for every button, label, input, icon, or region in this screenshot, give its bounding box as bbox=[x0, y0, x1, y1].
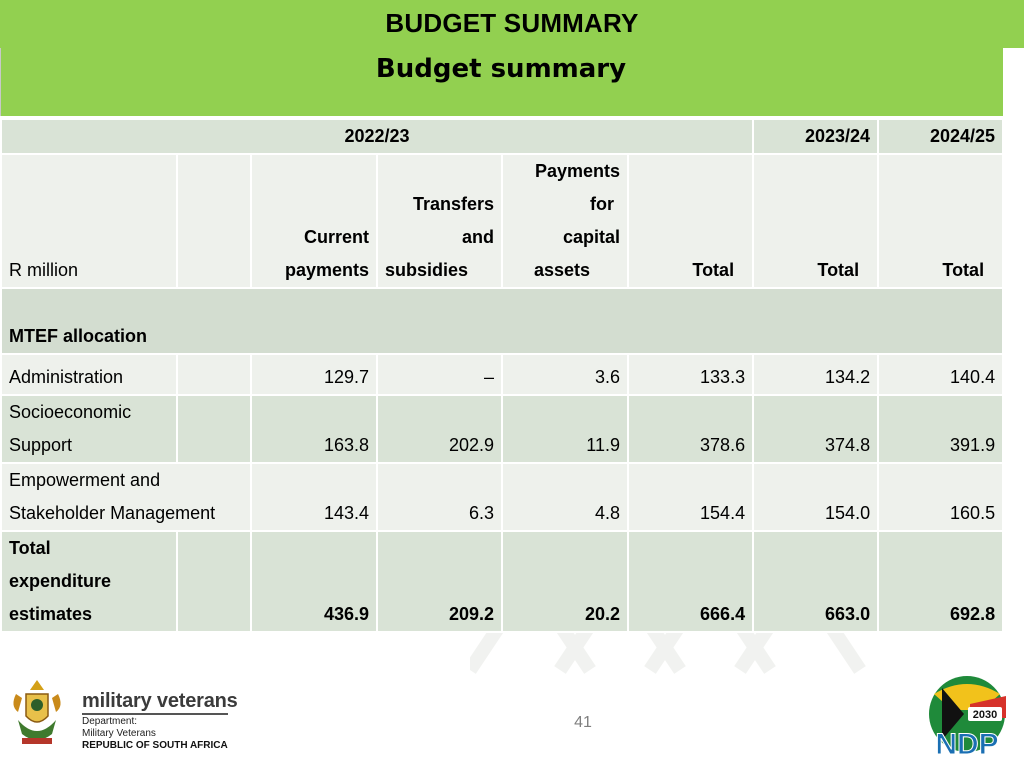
row-label bbox=[1, 531, 177, 632]
total-2024-25-value bbox=[878, 354, 1003, 395]
total-value bbox=[628, 354, 753, 395]
year-header-row bbox=[1, 119, 1003, 154]
current-value-text: 129.7 bbox=[323, 367, 369, 387]
row-label bbox=[1, 354, 177, 395]
unit-header: R million bbox=[1, 154, 177, 288]
budget-table bbox=[0, 118, 1004, 633]
transfers-header-line: Transfers bbox=[412, 194, 494, 214]
capital-value: 11.9 bbox=[502, 395, 628, 463]
blank-cell bbox=[177, 531, 251, 632]
transfers-value-text: – bbox=[483, 367, 494, 387]
capital-header-line: for bbox=[590, 194, 614, 214]
blank-header bbox=[177, 154, 251, 288]
total-header-2023-24: Total bbox=[753, 154, 878, 288]
total-2023-24-value: 374.8 bbox=[753, 395, 878, 463]
row-label-line: estimates bbox=[9, 604, 93, 624]
total-2024-25-value: 160.5 bbox=[878, 463, 1003, 531]
current-value bbox=[251, 354, 377, 395]
table-row bbox=[1, 395, 1003, 463]
total-2024-25-value: 692.8 bbox=[878, 531, 1003, 632]
row-label bbox=[1, 395, 177, 463]
department-line: Military Veterans bbox=[82, 728, 156, 739]
blank-cell bbox=[177, 395, 251, 463]
year-header-2024-25: 2024/25 bbox=[878, 119, 1003, 154]
capital-header-line: Payments bbox=[534, 161, 620, 181]
ndp-logo-icon bbox=[922, 674, 1012, 758]
slide-title: BUDGET SUMMARY bbox=[385, 8, 639, 38]
current-value: 436.9 bbox=[251, 531, 377, 632]
table-row bbox=[1, 354, 1003, 395]
total-2023-24-value: 154.0 bbox=[753, 463, 878, 531]
department-name bbox=[82, 716, 156, 740]
current-value: 143.4 bbox=[251, 463, 377, 531]
y2-value-text: 134.2 bbox=[825, 367, 871, 387]
blank-cell bbox=[177, 354, 251, 395]
total-header-2024-25: Total bbox=[878, 154, 1003, 288]
row-label-line: Total bbox=[9, 538, 51, 558]
total-value: 666.4 bbox=[628, 531, 753, 632]
ndp-label: NDP bbox=[935, 728, 999, 758]
capital-header-line: assets bbox=[533, 260, 590, 280]
current-header-line: payments bbox=[284, 260, 369, 280]
row-label-line: expenditure bbox=[9, 571, 112, 591]
coat-of-arms-icon bbox=[8, 676, 66, 750]
total-value-text: 133.3 bbox=[700, 367, 746, 387]
table-title: Budget summary bbox=[375, 54, 627, 84]
ndp-year: 2030 bbox=[972, 709, 998, 721]
capital-value: 20.2 bbox=[502, 531, 628, 632]
capital-value-text: 3.6 bbox=[594, 367, 620, 387]
row-label-line: Administration bbox=[9, 367, 124, 387]
section-row bbox=[1, 288, 1003, 354]
brand-divider bbox=[82, 713, 228, 715]
row-label-line: Stakeholder Management bbox=[9, 503, 216, 523]
table-row bbox=[1, 463, 1003, 531]
transfers-header bbox=[377, 154, 502, 288]
capital-value: 4.8 bbox=[502, 463, 628, 531]
total-2023-24-value bbox=[753, 354, 878, 395]
total-row bbox=[1, 531, 1003, 632]
row-label-line: Empowerment and bbox=[9, 470, 161, 490]
column-header-row bbox=[1, 154, 1003, 288]
department-line: Department: bbox=[82, 716, 138, 727]
transfers-header-line: subsidies bbox=[385, 260, 469, 280]
current-header-line: Current bbox=[303, 227, 369, 247]
current-payments-header bbox=[251, 154, 377, 288]
transfers-value bbox=[377, 354, 502, 395]
total-value: 378.6 bbox=[628, 395, 753, 463]
section-label: MTEF allocation bbox=[1, 288, 1003, 354]
current-value: 163.8 bbox=[251, 395, 377, 463]
total-header-2022-23: Total bbox=[628, 154, 753, 288]
page-number: 41 bbox=[574, 714, 592, 731]
total-2023-24-value: 663.0 bbox=[753, 531, 878, 632]
capital-header bbox=[502, 154, 628, 288]
row-label bbox=[1, 463, 251, 531]
year-header-2022-23: 2022/23 bbox=[1, 119, 753, 154]
row-label-line: Socioeconomic bbox=[9, 402, 132, 422]
row-label-line: Support bbox=[9, 435, 73, 455]
transfers-header-line: and bbox=[461, 227, 494, 247]
country-name: REPUBLIC OF SOUTH AFRICA bbox=[82, 740, 228, 751]
transfers-value: 209.2 bbox=[377, 531, 502, 632]
transfers-value: 6.3 bbox=[377, 463, 502, 531]
total-2024-25-value: 391.9 bbox=[878, 395, 1003, 463]
transfers-value: 202.9 bbox=[377, 395, 502, 463]
y3-value-text: 140.4 bbox=[950, 367, 996, 387]
capital-header-line: capital bbox=[562, 227, 620, 247]
brand-wordmark: military veterans bbox=[82, 690, 238, 712]
total-value: 154.4 bbox=[628, 463, 753, 531]
capital-value bbox=[502, 354, 628, 395]
year-header-2023-24: 2023/24 bbox=[753, 119, 878, 154]
